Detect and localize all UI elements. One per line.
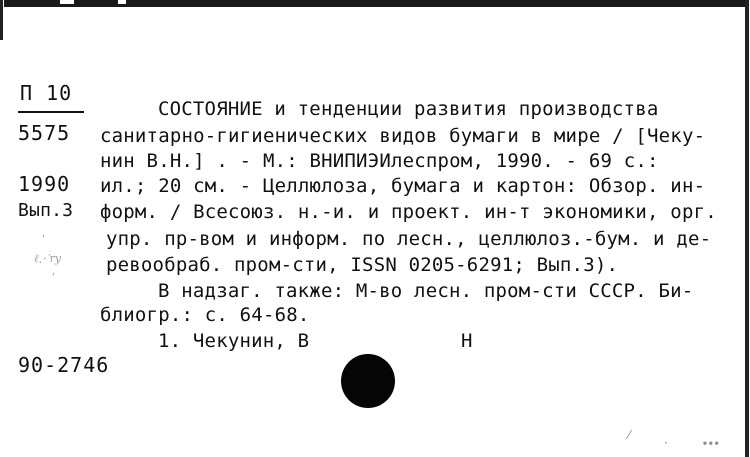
pencil-scribble: ℓ⋰ry — [34, 252, 62, 265]
pencil-mark: ʹ — [52, 272, 56, 285]
description-line-4: ил.; 20 см. - Целлюлоза, бумага и картон: Обзор. ин- — [100, 175, 706, 197]
right-edge — [745, 0, 749, 457]
top-border-gap — [118, 0, 126, 4]
shelf-number: 5575 — [18, 121, 71, 145]
description-line-7: ревообраб. пром-сти, ISSN 0205-6291; Вып.3). — [106, 254, 619, 276]
year-mark: 1990 — [18, 172, 71, 196]
description-line-1: СОСТОЯНИЕ и тенденции развития производства — [158, 98, 659, 120]
description-line-8: В надзаг. также: М-во лесн. пром-сти СССР. Би- — [158, 280, 694, 302]
corner-pencil-mark: ⁄ — [628, 428, 631, 442]
description-line-3: нин В.Н.] . - М.: ВНИПИЭИлеспром, 1990. - 69 с.: — [100, 150, 659, 172]
pencil-mark: ʹ — [42, 234, 46, 247]
class-mark: П 10 — [20, 81, 73, 105]
corner-pencil-mark: ∙∙∙ — [702, 436, 720, 450]
left-edge — [0, 0, 3, 40]
punch-hole — [341, 354, 395, 408]
corner-pencil-mark: · — [664, 436, 668, 450]
issue-mark: Вып.3 — [18, 200, 74, 221]
description-line-6: упр. пр-вом и информ. по лесн., целлюлоз.-бум. и де- — [106, 228, 712, 250]
subject-heading: 1. Чекунин, В — [158, 330, 310, 352]
accession-number: 90-2746 — [18, 353, 110, 377]
description-line-5: форм. / Всесоюз. н.-и. и проект. ин-т экономики, орг. — [100, 201, 717, 223]
top-border-gap — [60, 0, 74, 4]
subject-heading-initial: Н — [461, 330, 473, 352]
call-number-rule — [18, 111, 84, 113]
description-line-2: санитарно-гигиенических видов бумаги в мире / [Чеку- — [100, 125, 706, 147]
description-line-9: блиогр.: с. 64-68. — [100, 304, 310, 326]
top-border — [4, 0, 746, 7]
